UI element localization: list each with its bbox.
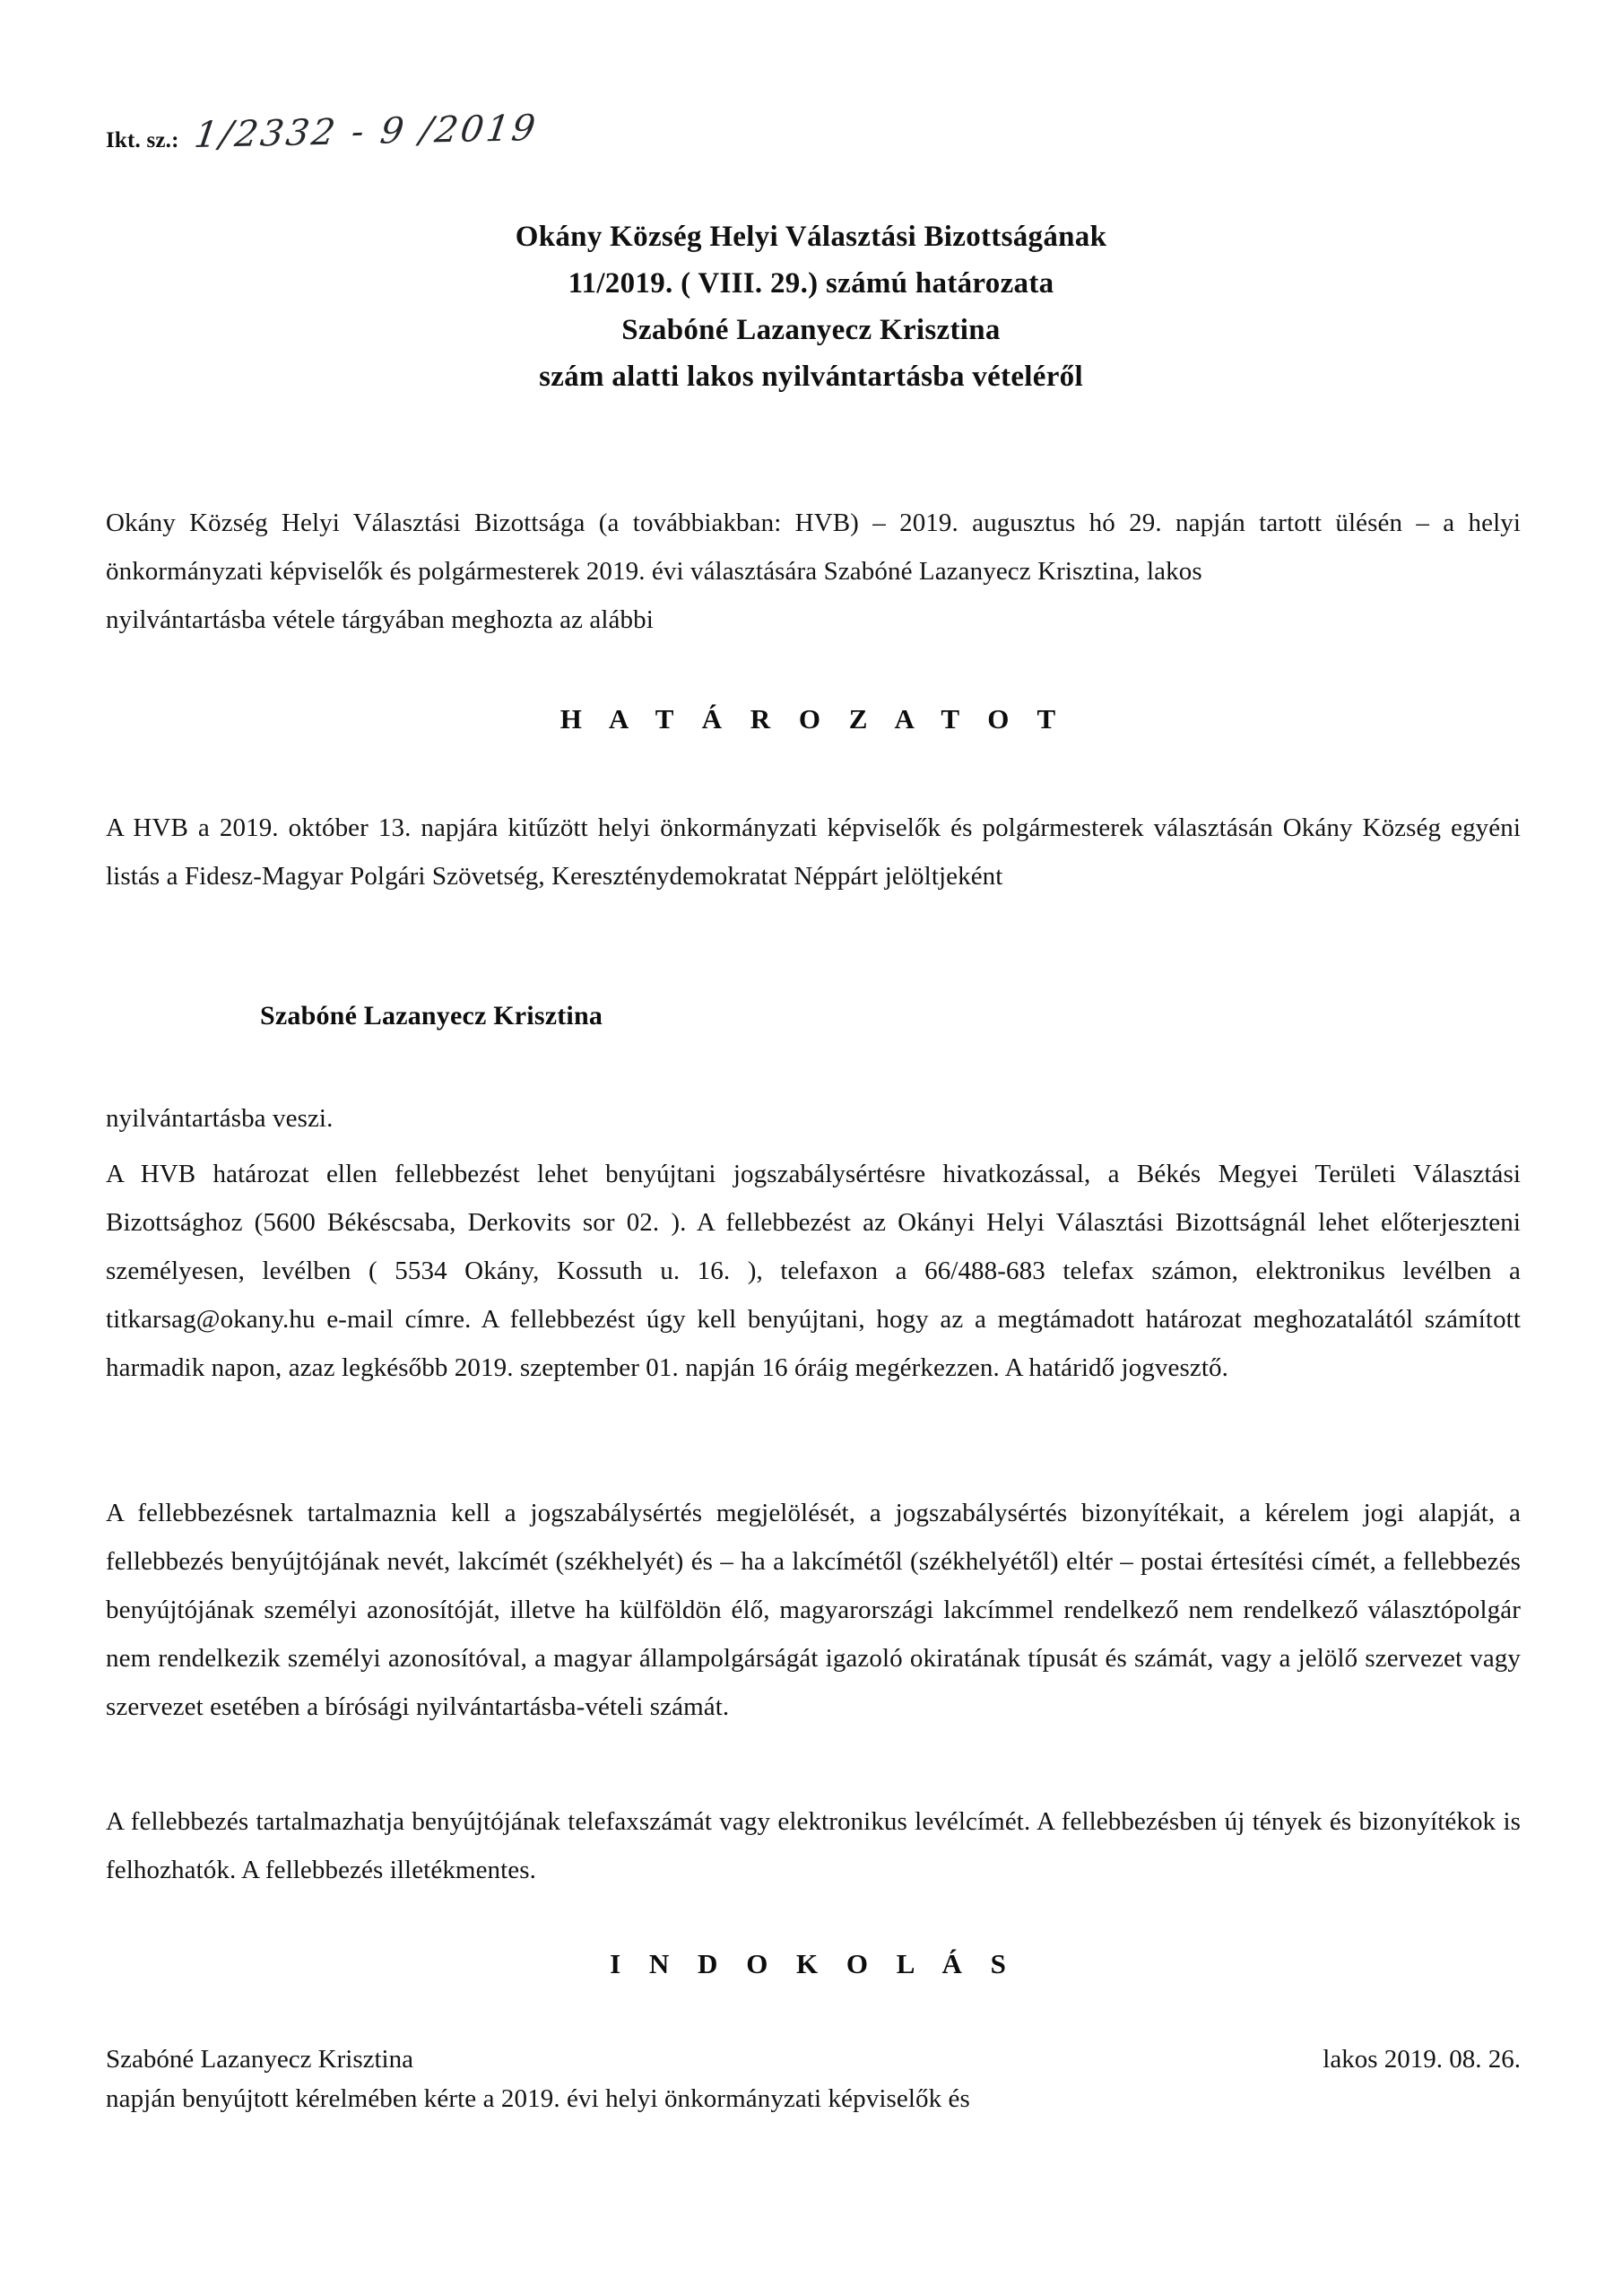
decision-paragraph: A HVB a 2019. október 13. napjára kitűzött helyi önkormányzati képviselők és polgármesterek választásán Okány Község egyéni listás a Fidesz-Magyar Polgári Szövetség, Kereszténydemokratat Néppárt jelöltjeként [106,813,1521,891]
intro-text-part1: Okány Község Helyi Választási Bizottsága (a továbbiakban: HVB) – 2019. augusztus hó 29. napján tartott ülésén – a helyi önkormányzati képviselők és polgármesterek 2019. évi választására Szabóné Lazanyecz Krisztina [106,509,1521,586]
decision-closing-block [106,1094,1521,1143]
decision-closing: nyilvántartásba veszi. [106,1104,334,1133]
document-title-block [0,213,1622,400]
reasoning-continuation: napján benyújtott kérelmében kérte a 2019. évi helyi önkormányzati képviselők és [106,2084,970,2113]
appeal-paragraph-2-block [106,1489,1521,1731]
decision-heading-block [106,703,1521,735]
reasoning-heading: I N D O K O L Á S [610,1948,1017,1979]
appeal-paragraph-2: A fellebbezésnek tartalmaznia kell a jogszabálysértés megjelölését, a jogszabálysértés bizonyítékait, a kérelem jogi alapját, a fellebbezés benyújtójának nevét, lakcímét (székhelyét) és – ha a lakcímétől (székhelyétől) eltér – postai értesítési címét, a fellebbezés benyújtójának személyi azonosítóját, illetve ha külföldön élő, magyarországi lakcímmel rendelkező nem rendelkező választópolgár nem rendelkezik személyi azonosítóval, a magyar állampolgárságát igazoló okiratának típusát és számát, vagy a jelölő szervezet vagy szervezet esetében a bírósági nyilvántartásba-vételi számát. [106,1499,1521,1721]
reasoning-heading-block [106,1948,1521,1980]
intro-paragraph-continued: nyilvántartásba vétele tárgyában meghozta az alábbi [106,605,654,634]
reasoning-right-note: lakos 2019. 08. 26. [1323,2045,1521,2074]
reasoning-name-row [106,2045,1521,2074]
file-number-row [106,108,541,156]
decision-body-block [106,804,1521,900]
appeal-paragraph-1-block [106,1150,1521,1392]
decision-heading: H A T Á R O Z A T O T [559,703,1067,735]
intro-redacted-suffix: , lakos [1133,557,1202,586]
file-number-label: Ikt. sz.: [106,128,179,152]
intro-paragraph-block [106,499,1521,644]
reasoning-applicant-name: Szabóné Lazanyecz Krisztina [106,2045,413,2074]
appeal-paragraph-3: A fellebbezés tartalmazhatja benyújtójának telefaxszámát vagy elektronikus levélcímét. A fellebbezésben új tények és bizonyítékok is felhozhatók. A fellebbezés illetékmentes. [106,1807,1521,1884]
title-line-3: Szabóné Lazanyecz Krisztina [621,314,1001,346]
title-line-1: Okány Község Helyi Választási Bizottságának [515,221,1107,253]
reasoning-first-row [106,2045,1521,2123]
file-number-handwritten-value: 1/2332 - 9 /2019 [191,108,541,156]
appeal-paragraph-1: A HVB határozat ellen fellebbezést lehet benyújtani jogszabálysértésre hivatkozással, a Békés Megyei Területi Választási Bizottsághoz (5600 Békéscsaba, Derkovits sor 02. ). A fellebbezést az Okányi Helyi Választási Bizottságnál lehet előterjeszteni személyesen, levélben ( 5534 Okány, Kossuth u. 16. ), telefaxon a 66/488-683 telefax számon, elektronikus levélben a titkarsag@okany.hu e-mail címre. A fellebbezést úgy kell benyújtani, hogy az a megtámadott határozat meghozatalától számított harmadik napon, azaz legkésőbb 2019. szeptember 01. napján 16 óráig megérkezzen. A határidő jogvesztő. [106,1160,1521,1382]
title-line-4: szám alatti lakos nyilvántartásba vételéről [539,361,1083,393]
intro-paragraph [106,499,1521,596]
candidate-name: Szabóné Lazanyecz Krisztina [260,1001,603,1031]
candidate-name-block [260,1001,1515,1031]
appeal-paragraph-3-block [106,1797,1521,1894]
title-line-2: 11/2019. ( VIII. 29.) számú határozata [568,267,1054,300]
